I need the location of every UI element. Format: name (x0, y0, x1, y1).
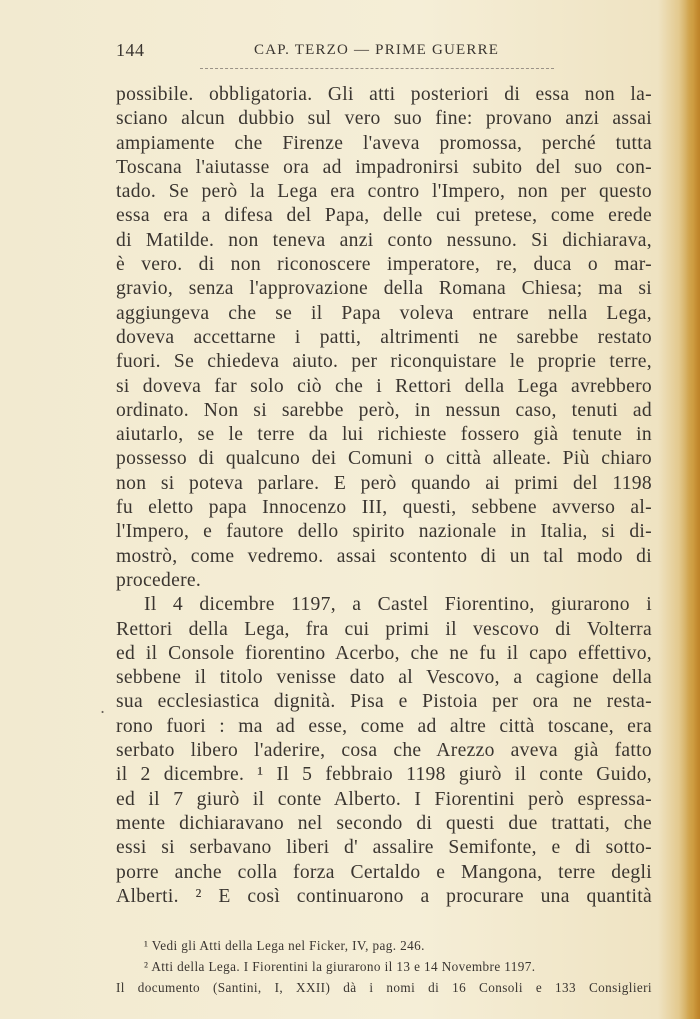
text-line: ed il Console fiorentino Acerbo, che ne fu il capo effettivo, (116, 642, 652, 664)
text-line: Alberti. ² E così continuarono a procurare una quantità (116, 885, 652, 907)
text-line: possibile. obbligatoria. Gli atti posteriori di essa non la- (116, 84, 652, 105)
footnote-1: ¹ Vedi gli Atti della Lega nel Ficker, IV, pag. 246. (144, 938, 425, 953)
text-line: di Matilde. non teneva anzi conto nessuno. Si dichiarava, (116, 229, 652, 251)
text-line: aiutarlo, se le terre da lui richieste fossero già tenute in (116, 424, 652, 446)
text-line: fuori. Se chiedeva aiuto. per riconquistare le proprie terre, (116, 351, 652, 373)
header-rule (200, 68, 554, 69)
text-line: sua ecclesiastica dignità. Pisa e Pistoia per ora ne resta- (116, 691, 652, 713)
text-line: è vero. di non riconoscere imperatore, re, duca o mar- (116, 254, 652, 276)
text-line: il 2 dicembre. ¹ Il 5 febbraio 1198 giurò il conte Guido, (116, 764, 652, 786)
page-edge (686, 0, 700, 1019)
text-line: sciano alcun dubbio sul vero suo fine: provano anzi assai (116, 108, 652, 130)
margin-mark: . (100, 698, 106, 717)
footnote-2: ² Atti della Lega. I Fiorentini la giurarono il 13 e 14 Novembre 1197. (144, 959, 536, 974)
text-line: possesso di qualcuno dei Comuni o città alleate. Più chiaro (116, 448, 652, 470)
text-line: doveva accettarne i patti, altrimenti ne sarebbe restato (116, 326, 652, 348)
text-line: essi si serbavano liberi d' assalire Semifonte, e di sotto- (116, 837, 652, 859)
text-line: mostrò, come vedremo. assai scontento di un tal modo di (116, 545, 652, 567)
text-line: serbato libero l'aderire, cosa che Arezzo aveva già fatto (116, 740, 652, 762)
text-line: fu eletto papa Innocenzo III, questi, sebbene avverso al- (116, 497, 652, 519)
footnotes (116, 935, 652, 998)
text-line: sebbene il titolo venisse dato al Vescovo, a cagione della (116, 667, 652, 689)
text-line: Toscana l'aiutasse ora ad impadronirsi subito del suo con- (116, 156, 652, 178)
text-line: mente dichiaravano nel secondo di questi due trattati, che (116, 812, 652, 834)
text-line: ed il 7 giurò il conte Alberto. I Fiorentini però espressa- (116, 788, 652, 810)
text-line: ordinato. Non si sarebbe però, in nessun caso, tenuti ad (116, 399, 652, 421)
text-line: rono fuori : ma ad esse, come ad altre città toscane, era (116, 715, 652, 737)
running-head: CAP. TERZO — PRIME GUERRE (254, 42, 500, 58)
text-line: si doveva far solo ciò che i Rettori della Lega avrebbero (116, 375, 652, 397)
paragraph-end-line: procedere. (116, 569, 202, 591)
text-line: tado. Se però la Lega era contro l'Impero, non per questo (116, 181, 652, 203)
text-line: ampiamente che Firenze l'aveva promossa, perché tutta (116, 132, 652, 154)
body-text (116, 83, 652, 909)
text-line: aggiungeva che se il Papa voleva entrare nella Lega, (116, 302, 652, 324)
text-line: non si poteva parlare. E però quando ai primi del 1198 (116, 472, 652, 494)
text-line: porre anche colla forza Certaldo e Mangona, terre degli (116, 861, 652, 883)
page-header (116, 40, 656, 64)
text-line: l'Impero, e fautore dello spirito nazionale in Italia, si di- (116, 521, 652, 543)
footnote-2-continuation: Il documento (Santini, I, XXII) dà i nomi di 16 Consoli e 133 Consiglieri (116, 980, 652, 995)
text-line: Rettori della Lega, fra cui primi il vescovo di Volterra (116, 618, 652, 640)
page-number: 144 (116, 40, 145, 60)
text-line: essa era a difesa del Papa, delle cui pretese, come erede (116, 205, 652, 227)
paragraph-start-line: Il 4 dicembre 1197, a Castel Fiorentino, giurarono i (144, 594, 652, 616)
text-line: gravio, senza l'approvazione della Romana Chiesa; ma si (116, 278, 652, 300)
